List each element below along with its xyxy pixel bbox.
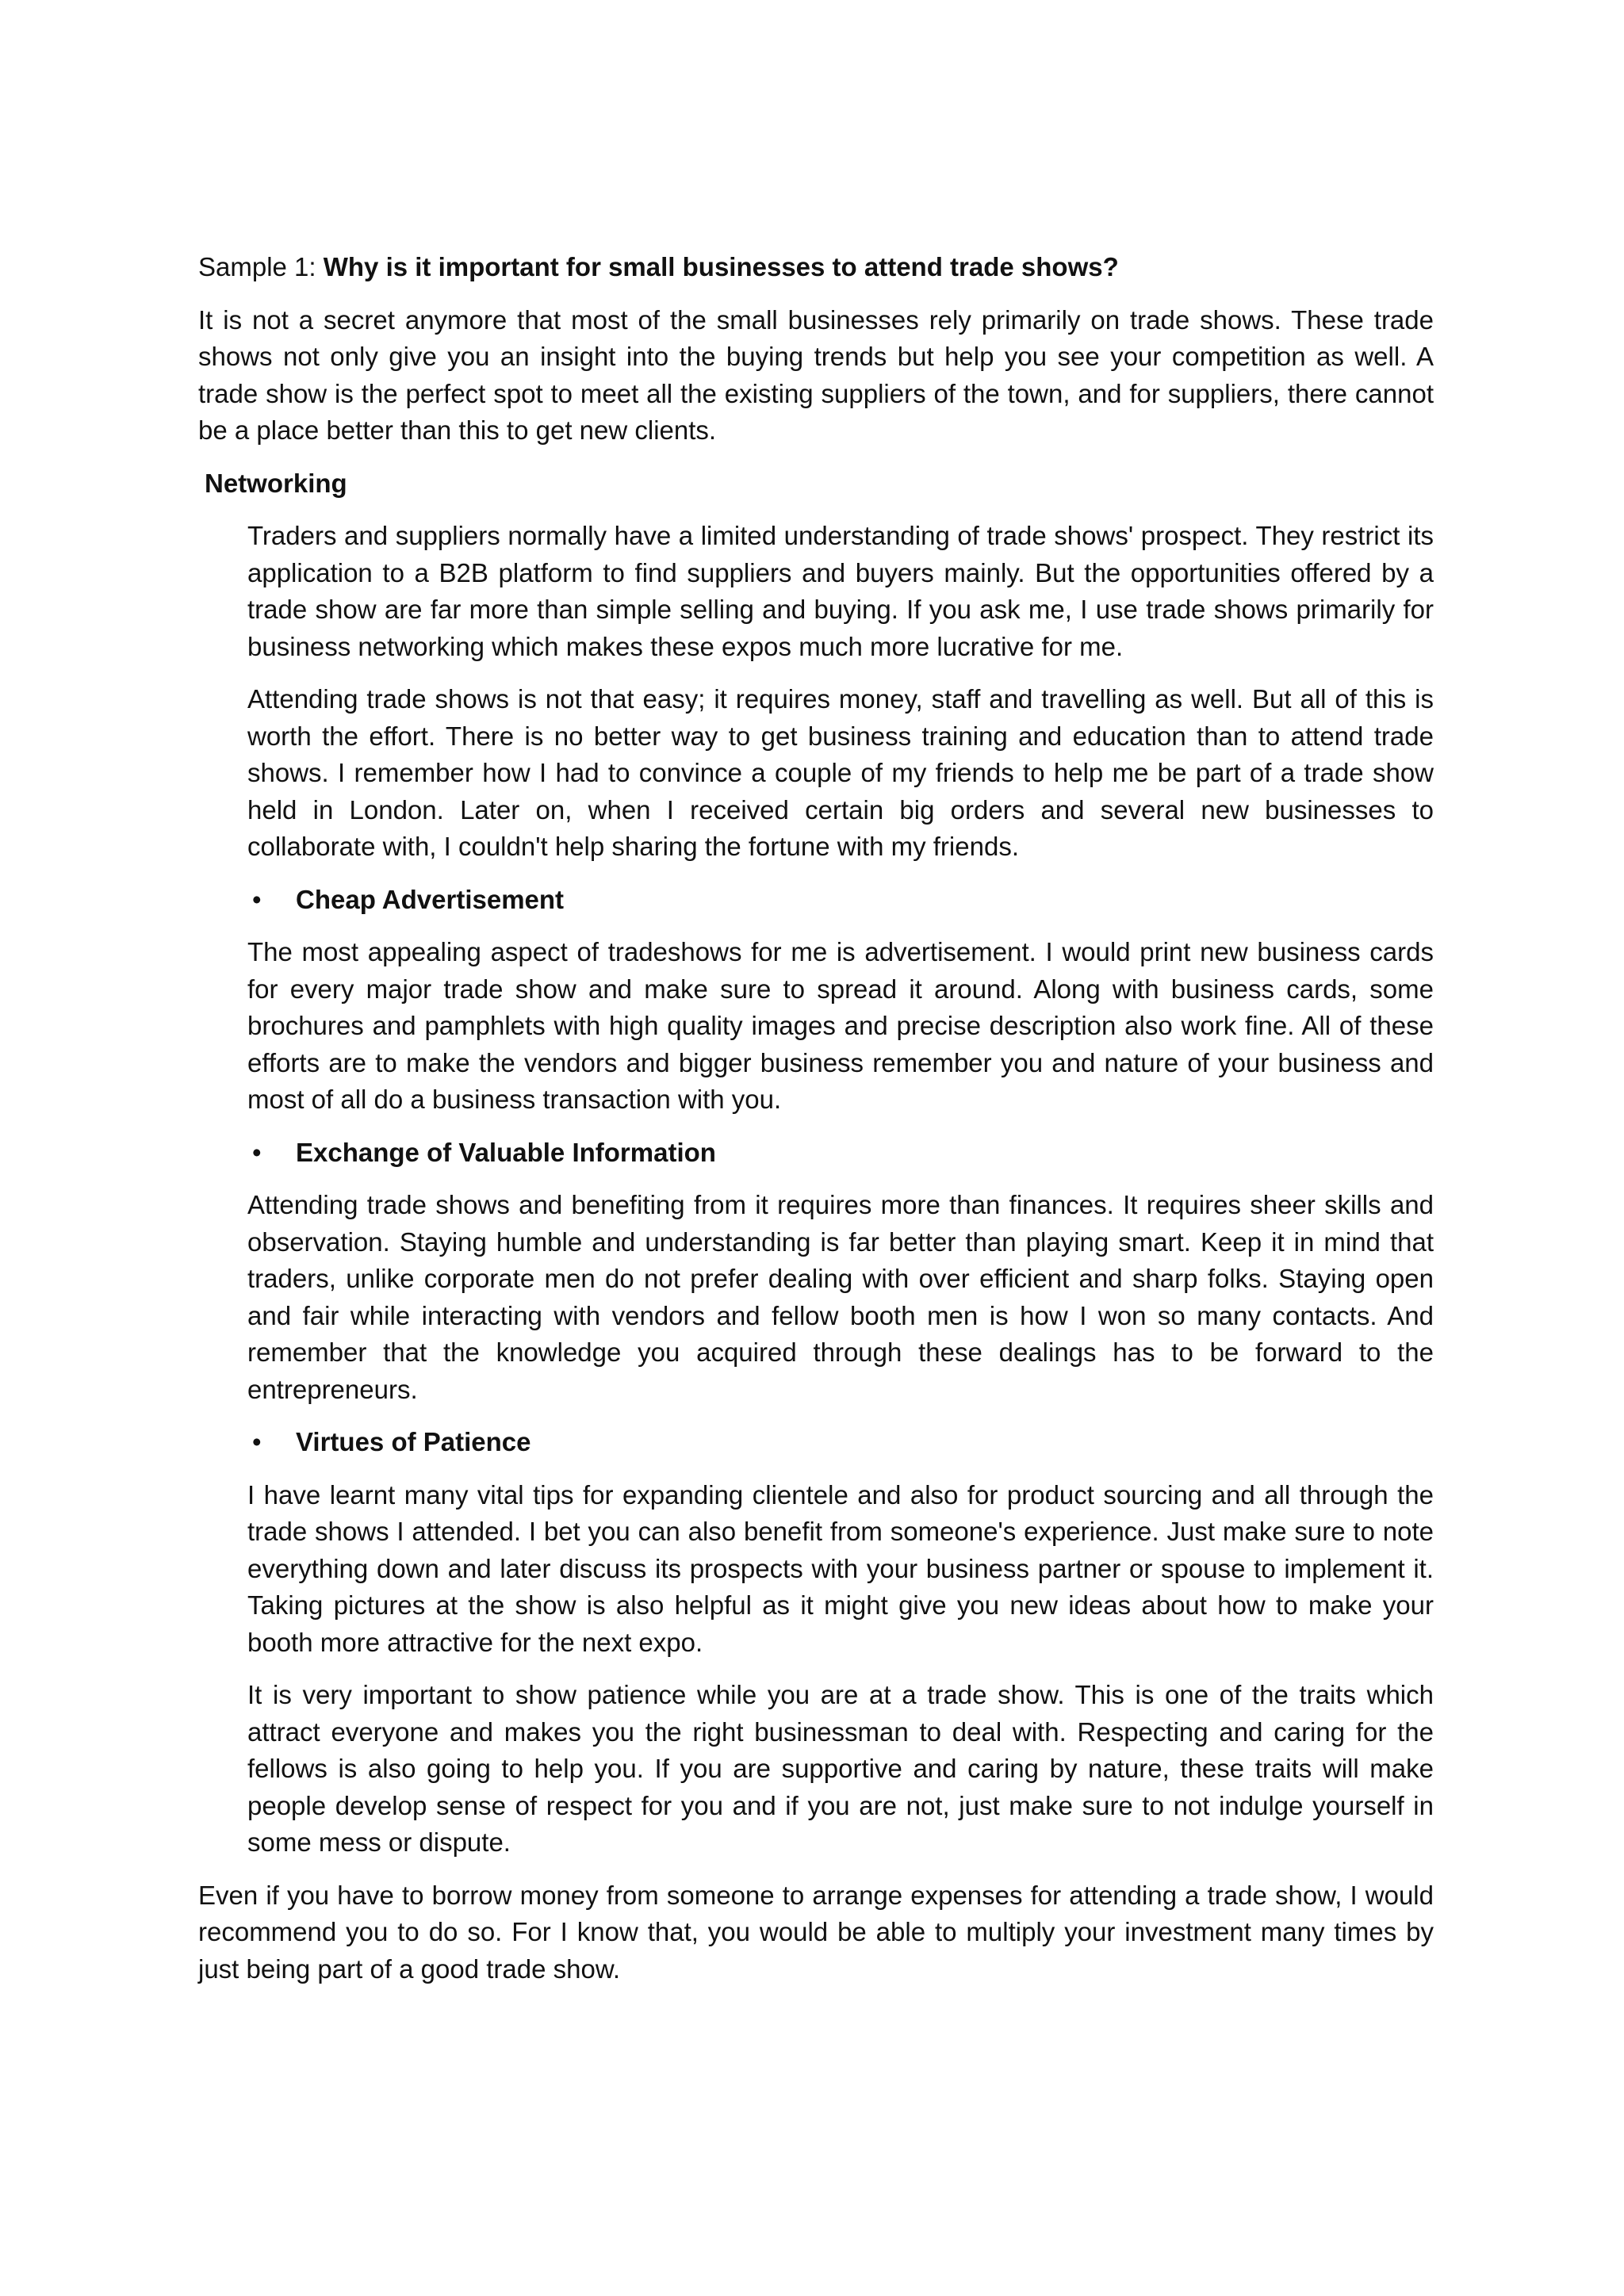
virtues-patience-paragraph-2: It is very important to show patience while you are at a trade show. This is one of the traits which attract everyone and makes you the right businessman to deal with. Respecting and caring for the fellows is also going to help you. If you are supportive and caring by nature, these traits will make people develop sense of respect for you and if you are not, just make sure to not indulge yourself in some mess or dispute. — [247, 1680, 1434, 1857]
exchange-information-paragraph: Attending trade shows and benefiting from it requires more than finances. It requires sheer skills and observation. Staying humble and understanding is far better than playing smart. Keep it in mind that traders, unlike corporate men do not prefer dealing with over efficient and sharp folks. Staying open and fair while interacting with vendors and fellow booth men is how I won so many contacts. And remember that the knowledge you acquired through these dealings has to be forward to the entrepreneurs. — [247, 1190, 1434, 1404]
document-title: Why is it important for small businesses to attend trade shows? — [323, 252, 1119, 281]
virtues-patience-paragraph-1: I have learnt many vital tips for expanding clientele and also for product sourcing and all through the trade shows I attended. I bet you can also benefit from someone's experience. Just make sure to note everything down and later discuss its prospects with your business partner or spouse to implement it. Taking pictures at the show is also helpful as it might give you new ideas about how to make your booth more attractive for the next expo. — [247, 1479, 1434, 1657]
virtues-patience-heading — [247, 1424, 1434, 1461]
document-title-line — [198, 249, 1434, 286]
bullet-icon: • — [252, 884, 262, 914]
networking-paragraph-1: Traders and suppliers normally have a limited understanding of trade shows' prospect. They restrict its application to a B2B platform to find suppliers and buyers mainly. But the opportunities offered by a trade show are far more than simple selling and buying. If you ask me, I use trade shows primarily for business networking which makes these expos much more lucrative for me. — [247, 521, 1434, 661]
bullet-icon: • — [252, 1137, 262, 1167]
sample-label: Sample 1: — [198, 252, 324, 281]
bullet-icon: • — [252, 1427, 262, 1456]
intro-paragraph: It is not a secret anymore that most of the small businesses rely primarily on trade shows. These trade shows not only give you an insight into the buying trends but help you see your competition as well. A trade show is the perfect spot to meet all the existing suppliers of the town, and for suppliers, there cannot be a place better than this to get new clients. — [198, 304, 1434, 445]
networking-paragraph-2: Attending trade shows is not that easy; it requires money, staff and travelling as well. But all of this is worth the effort. There is no better way to get business training and education than to attend trade shows. I remember how I had to convince a couple of my friends to help me be part of a trade show held in London. Later on, when I received certain big orders and several new businesses to collaborate with, I couldn't help sharing the fortune with my friends. — [247, 684, 1434, 861]
cheap-advertisement-heading-text: Cheap Advertisement — [296, 884, 565, 914]
cheap-advertisement-heading — [247, 882, 1434, 919]
exchange-information-heading — [247, 1135, 1434, 1172]
cheap-advertisement-paragraph: The most appealing aspect of tradeshows for me is advertisement. I would print new business cards for every major trade show and make sure to spread it around. Along with business cards, some brochures and pamphlets with high quality images and precise description also work fine. All of these efforts are to make the vendors and bigger business remember you and nature of your business and most of all do a business transaction with you. — [247, 937, 1434, 1114]
virtues-patience-heading-text: Virtues of Patience — [296, 1427, 531, 1456]
document-page — [198, 249, 1434, 1988]
networking-heading: Networking — [205, 468, 347, 498]
exchange-information-heading-text: Exchange of Valuable Information — [296, 1137, 716, 1167]
closing-paragraph: Even if you have to borrow money from someone to arrange expenses for attending a trade show, I would recommend you to do so. For I know that, you would be able to multiply your investment many times by just being part of a good trade show. — [198, 1880, 1434, 1984]
